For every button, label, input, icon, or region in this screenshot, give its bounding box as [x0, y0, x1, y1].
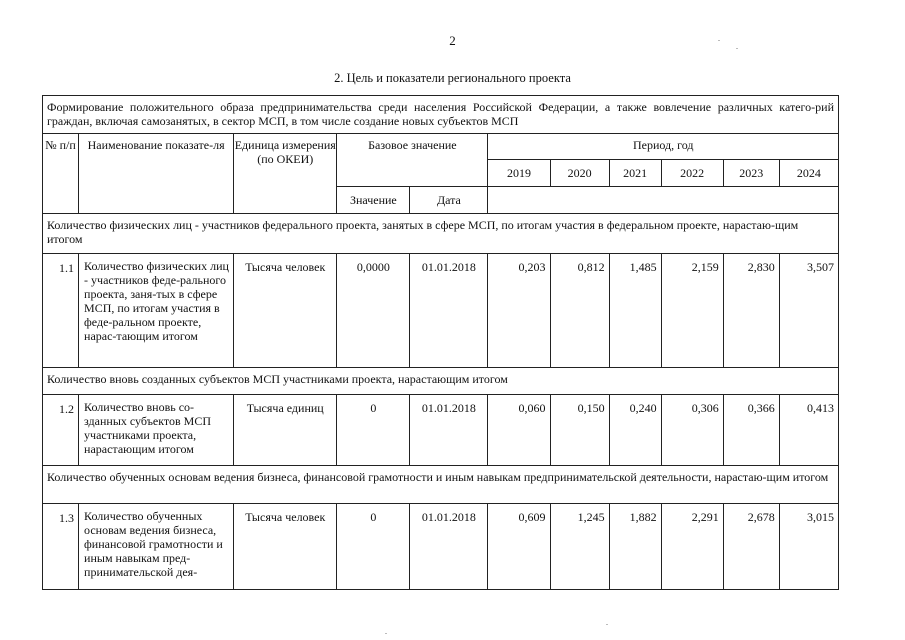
indicator-base-value: 0	[337, 395, 410, 466]
indicator-heading-row	[43, 368, 839, 395]
indicator-value: 1,245	[550, 504, 609, 590]
goal-row	[43, 96, 839, 134]
indicator-value: 3,015	[779, 504, 838, 590]
header-base-value: Значение	[337, 187, 410, 214]
indicator-value: 2,678	[723, 504, 779, 590]
header-year: 2021	[609, 160, 661, 187]
indicator-unit: Тысяча единиц	[234, 395, 337, 466]
header-year: 2020	[550, 160, 609, 187]
indicator-value: 0,203	[488, 254, 550, 368]
indicator-value: 0,306	[661, 395, 723, 466]
indicator-value: 0,812	[550, 254, 609, 368]
indicator-unit: Тысяча человек	[234, 254, 337, 368]
indicator-unit: Тысяча человек	[234, 504, 337, 590]
indicator-name: Количество обученных основам ведения бизнеса, финансовой грамотности и иным навыкам пред-принимательской дея-	[79, 504, 234, 590]
indicator-row	[43, 395, 839, 466]
indicator-base-value: 0	[337, 504, 410, 590]
indicator-value: 1,882	[609, 504, 661, 590]
scan-speck	[606, 624, 608, 625]
indicator-value: 0,413	[779, 395, 838, 466]
indicator-name: Количество физических лиц - участников феде-рального проекта, заня-тых в сфере МСП, по итогам участия в феде-ральном проекте, нарас-тающим итогом	[79, 254, 234, 368]
indicator-value: 0,060	[488, 395, 550, 466]
header-period: Период, год	[488, 134, 839, 160]
header-name: Наименование показате-ля	[79, 134, 234, 214]
indicator-heading: Количество обученных основам ведения бизнеса, финансовой грамотности и иным навыкам предпринимательской деятельности, нарастаю-щим итогом	[43, 466, 839, 504]
indicator-value: 0,366	[723, 395, 779, 466]
indicator-base-date: 01.01.2018	[410, 504, 488, 590]
indicator-value: 2,291	[661, 504, 723, 590]
indicator-num: 1.2	[43, 395, 79, 466]
indicator-base-date: 01.01.2018	[410, 395, 488, 466]
header-year: 2019	[488, 160, 550, 187]
indicators-table	[42, 95, 839, 590]
indicator-num: 1.3	[43, 504, 79, 590]
indicator-value: 0,240	[609, 395, 661, 466]
indicator-value: 2,830	[723, 254, 779, 368]
section-title: 2. Цель и показатели регионального проекта	[334, 71, 571, 85]
indicator-value: 3,507	[779, 254, 838, 368]
indicator-value: 2,159	[661, 254, 723, 368]
scan-speck	[385, 633, 387, 634]
indicator-row	[43, 254, 839, 368]
header-empty	[488, 187, 839, 214]
header-num: № п/п	[43, 134, 79, 214]
header-unit: Единица измерения (по ОКЕИ)	[234, 134, 337, 214]
indicator-heading: Количество вновь созданных субъектов МСП участниками проекта, нарастающим итогом	[43, 368, 839, 395]
indicator-base-date: 01.01.2018	[410, 254, 488, 368]
header-year: 2022	[661, 160, 723, 187]
indicator-value: 0,609	[488, 504, 550, 590]
scan-speck	[718, 40, 720, 41]
header-row	[43, 134, 839, 160]
header-base-date: Дата	[410, 187, 488, 214]
indicator-value: 1,485	[609, 254, 661, 368]
header-year: 2023	[723, 160, 779, 187]
indicator-name: Количество вновь со-зданных субъектов МСП участниками проекта, нарастающим итогом	[79, 395, 234, 466]
indicator-base-value: 0,0000	[337, 254, 410, 368]
indicator-heading: Количество физических лиц - участников федерального проекта, занятых в сфере МСП, по итогам участия в федеральном проекте, нарастаю-щим итогом	[43, 214, 839, 254]
scan-speck	[736, 48, 738, 49]
indicator-value: 0,150	[550, 395, 609, 466]
page-number: 2	[449, 33, 456, 48]
indicator-num: 1.1	[43, 254, 79, 368]
indicator-heading-row	[43, 214, 839, 254]
header-year: 2024	[779, 160, 838, 187]
goal-text: Формирование положительного образа предпринимательства среди населения Российской Федерации, а также вовлечение различных катего-рий граждан, включая самозанятых, в сектор МСП, в том числе создание новых субъектов МСП	[43, 96, 839, 134]
indicator-heading-row	[43, 466, 839, 504]
header-base: Базовое значение	[337, 134, 488, 187]
indicator-row	[43, 504, 839, 590]
